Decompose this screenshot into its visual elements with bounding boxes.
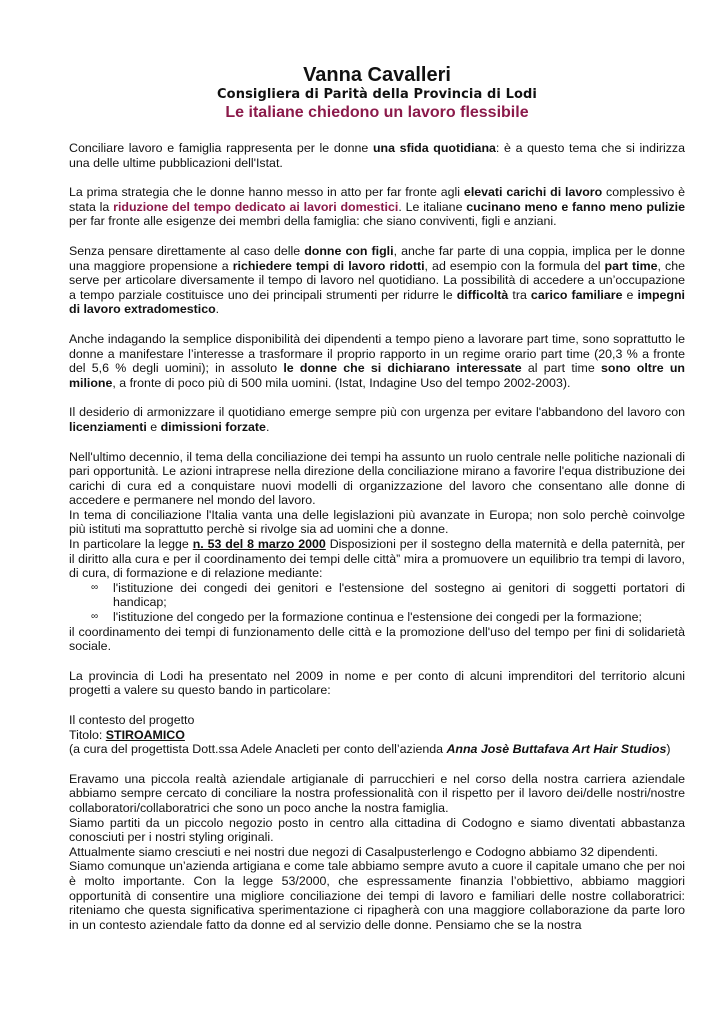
paragraph-legislation: In tema di conciliazione l'Italia vanta una delle legislazioni più avanzate in Europa; non solo perchè coinvolge più istituti ma soprattutto perchè si rivolge sia ad uomini che a donne.: [69, 507, 685, 537]
highlight: riduzione del tempo dedicato ai lavori domestici: [113, 199, 399, 214]
law-measures-list: [69, 581, 685, 625]
emphasis: carico familiare: [530, 287, 623, 302]
author-name: Vanna Cavalleri: [303, 64, 451, 86]
text: , ad esempio con la formula del: [424, 258, 605, 273]
text: Il desiderio di armonizzare il quotidiano emerge sempre più con urgenza per evitare l'abbandono del lavoro con: [69, 405, 685, 420]
paragraph-province: La provincia di Lodi ha presentato nel 2009 in nome e per conto di alcuni imprenditori del territorio alcuni progetti a valere su questo bando in particolare:: [69, 668, 685, 698]
text: .: [215, 302, 220, 317]
document-page: [69, 63, 685, 932]
emphasis: licenziamenti: [69, 419, 147, 434]
company-name: Anna Josè Buttafava Art Hair Studios: [446, 742, 667, 757]
list-item-text: l'istituzione del congedo per la formazione continua e l'estensione dei congedi per la formazione;: [113, 610, 642, 625]
emphasis: donne con figli: [304, 243, 394, 258]
list-item-text: l'istituzione dei congedi dei genitori e l'estensione del sostegno ai genitori di soggetti portatori di handicap;: [113, 580, 685, 610]
text: In particolare la legge: [69, 537, 193, 552]
text: La prima strategia che le donne hanno messo in atto per far fronte agli: [69, 185, 464, 200]
emphasis: richiedere tempi di lavoro ridotti: [232, 258, 425, 273]
paragraph-law-53: [69, 537, 685, 581]
list-item: [91, 610, 685, 625]
author-role: Consigliera di Parità della Provincia di Lodi: [217, 87, 537, 102]
project-context: Il contesto del progetto: [69, 713, 195, 727]
text: Disposizioni per il sostegno della maternità e della paternità, per il diritto alla cura e per il coordinamento dei tempi delle città” mira a promuovere un equilibrio tra tempi di lavoro, di cura, di formazione e di relazione mediante:: [69, 537, 686, 581]
project-title-line: [69, 728, 685, 743]
paragraph-company-now: Attualmente siamo cresciuti e nei nostri due negozi di Casalpusterlengo e Codogno abbiamo 32 dipendenti.: [69, 844, 658, 859]
text: e: [146, 419, 161, 434]
list-item: [91, 581, 685, 610]
project-title: STIROAMICO: [105, 727, 185, 742]
paragraph-company-history: Eravamo una piccola realtà aziendale artigianale di parrucchieri e nel corso della nostra carriera aziendale abbiamo sempre cercato di conciliare la nostra professionalità con il rispetto per il lavoro dei/delle nostri/nostre collaboratori/collaboratrici che sono un poco anche la nostra famiglia.: [69, 771, 685, 815]
emphasis: elevati carichi di lavoro: [463, 185, 603, 200]
emphasis: part time: [604, 258, 658, 273]
emphasis: le donne che si dichiarano interessate: [283, 361, 522, 376]
infinity-bullet-icon: ∞: [91, 611, 99, 623]
emphasis: una sfida quotidiana: [372, 141, 496, 155]
text: Anche indagando la semplice disponibilità dei dipendenti a tempo pieno a lavorare part time, sono soprattutto le donne a manifestare l’interesse a trasformare il proprio rapporto in un regime orario part time (20,3 % a fronte del 5,6 % degli uomini); in assoluto: [69, 331, 685, 376]
text: , a fronte di poco più di 500 mila uomini. (Istat, Indagine Uso del tempo 2002-2003).: [112, 375, 571, 390]
text: : è a questo tema che si indirizza una delle ultime pubblicazioni dell'Istat.: [69, 141, 685, 170]
article-headline: Le italiane chiedono un lavoro flessibile: [225, 104, 529, 121]
paragraph-decade: Nell'ultimo decennio, il tema della conciliazione dei tempi ha assunto un ruolo centrale nelle politiche nazionali di pari opportunità. Le azioni intraprese nella direzione della conciliazione mirano a favorire l'equa distribuzione dei carichi di cura ed a conquistare nuovi modelli di organizzazione del lavoro che consentano alle donne di accedere e permanere nel mondo del lavoro.: [69, 449, 685, 508]
text: e: [622, 287, 638, 302]
paragraph-intro: [69, 141, 685, 170]
text: tra: [508, 287, 531, 302]
paragraph-coordination: il coordinamento dei tempi di funzionamento delle città e la promozione dell'uso del tempo per fini di solidarietà sociale.: [69, 624, 685, 654]
text: Senza pensare direttamente al caso delle: [69, 243, 305, 258]
emphasis: cucinano meno e fanno meno pulizie: [466, 199, 685, 214]
emphasis: sono oltre un milione: [69, 361, 686, 390]
text: Conciliare lavoro e famiglia rappresenta per le donne: [69, 141, 373, 155]
project-credit: [69, 742, 685, 757]
law-reference: n. 53 del 8 marzo 2000: [192, 537, 326, 552]
emphasis: difficoltà: [456, 287, 509, 302]
text: ): [666, 742, 671, 757]
paragraph-company-start: Siamo partiti da un piccolo negozio posto in centro alla cittadina di Codogno e siamo diventati abbastanza conosciuti per i nostri styling originali.: [69, 815, 685, 845]
paragraph-availability: [69, 332, 685, 390]
text: complessivo è stata la: [69, 185, 685, 214]
text: (a cura del progettista Dott.ssa Adele Anacleti per conto dell’azienda: [69, 742, 447, 757]
paragraph-desire: [69, 405, 685, 434]
text: , che serve per articolare diversamente il tempo di lavoro nel quotidiano. La possibilità di accedere a un’occupazione a tempo parziale costituisce uno dei principali strumenti per ridurre le: [69, 258, 685, 302]
text: , anche far parte di una coppia, implica per le donne una maggiore propensione a: [69, 243, 685, 273]
paragraph-part-time: [69, 244, 685, 317]
emphasis: impegni di lavoro extradomestico: [69, 287, 685, 317]
paragraph-company-values: Siamo comunque un’azienda artigiana e come tale abbiamo sempre avuto a cuore il capitale umano che per noi è molto importante. Con la legge 53/2000, che espressamente finanzia l’obbiettivo, abbiamo maggiori opportunità di consentire una migliore conciliazione dei tempi di lavoro e familiari delle nostre collaboratrici: riteniamo che questa significativa sperimentazione ci ripagherà con una maggiore collaborazione da parte loro in un contesto aziendale fatto da donne ed al servizio delle donne. Pensiamo che se la nostra: [69, 859, 685, 932]
infinity-bullet-icon: ∞: [91, 581, 99, 593]
text: al part time: [521, 361, 601, 376]
text: . Le italiane: [398, 199, 467, 214]
text: .: [265, 419, 270, 434]
text: per far fronte alle esigenze dei membri della famiglia: che siano conviventi, figli e anziani.: [69, 214, 557, 229]
project-title-label: Titolo:: [69, 727, 106, 742]
emphasis: dimissioni forzate: [160, 419, 266, 434]
paragraph-strategy: [69, 185, 685, 229]
